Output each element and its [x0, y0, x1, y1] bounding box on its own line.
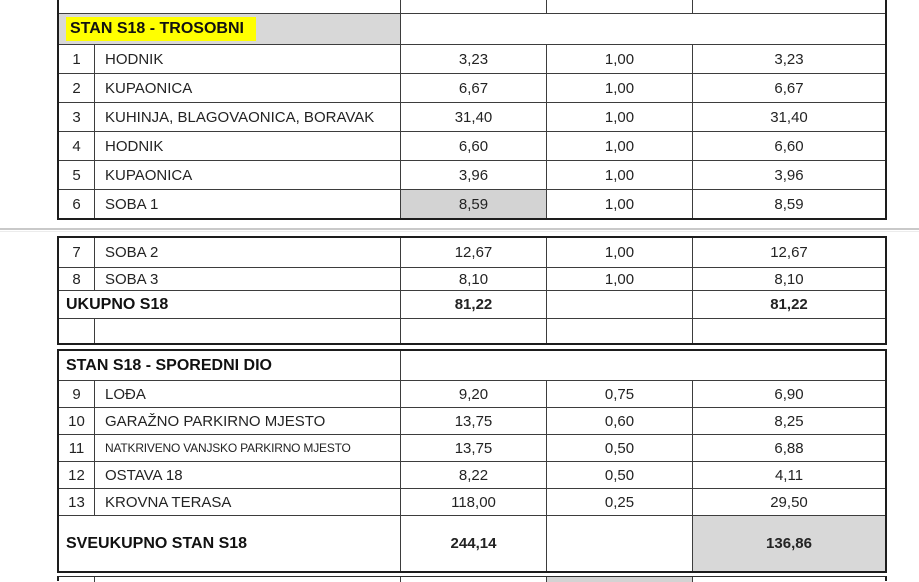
- table-row: [59, 160, 885, 189]
- room-name: KUHINJA, BLAGOVAONICA, BORAVAK: [94, 103, 400, 131]
- total-value: 6,88: [692, 435, 885, 461]
- area-value: 3,23: [400, 45, 546, 73]
- row-number: 6: [72, 195, 81, 213]
- cell-partial: [59, 0, 400, 13]
- section-title-highlight: STAN S18 - TROSOBNI: [66, 17, 256, 40]
- area-value-shaded: 8,59: [400, 190, 546, 218]
- coef-value: 1,00: [546, 74, 692, 102]
- cell-partial: [400, 0, 546, 13]
- coef-value: 0,50: [546, 462, 692, 488]
- table-fragment-bottom-partial: [57, 576, 887, 581]
- row-number: 2: [72, 79, 81, 97]
- area-value: 31,40: [400, 103, 546, 131]
- row-number: 5: [72, 166, 81, 184]
- subtotal-coef: [546, 291, 692, 318]
- section-header-sporedni: [59, 351, 885, 380]
- room-name: LOĐA: [94, 381, 400, 407]
- page-break-line: [0, 228, 919, 230]
- area-value: 13,75: [400, 435, 546, 461]
- area-value: 3,96: [400, 161, 546, 189]
- row-number: 1: [72, 50, 81, 68]
- coef-value: 0,60: [546, 408, 692, 434]
- cell-partial: [546, 0, 692, 13]
- coef-value: 1,00: [546, 268, 692, 290]
- table-row: [59, 73, 885, 102]
- empty-cell: [546, 319, 692, 343]
- area-value: 8,22: [400, 462, 546, 488]
- total-value: 29,50: [692, 489, 885, 515]
- total-value: 6,60: [692, 132, 885, 160]
- coef-value: 1,00: [546, 190, 692, 218]
- section-title-cell: STAN S18 - SPOREDNI DIO: [66, 356, 272, 374]
- area-value: 6,60: [400, 132, 546, 160]
- coef-value: 1,00: [546, 238, 692, 267]
- row-number: 13: [68, 493, 85, 511]
- table-row: [59, 238, 885, 267]
- coef-value: 0,75: [546, 381, 692, 407]
- table-row: [59, 102, 885, 131]
- table-row: [59, 461, 885, 488]
- row-number: 9: [72, 385, 81, 403]
- grand-total-row: [59, 515, 885, 571]
- total-value: 8,25: [692, 408, 885, 434]
- table-row-partial: [59, 0, 885, 13]
- row-number: 10: [68, 412, 85, 430]
- room-name: KROVNA TERASA: [94, 489, 400, 515]
- coef-value: 1,00: [546, 45, 692, 73]
- room-name: HODNIK: [94, 45, 400, 73]
- room-name: OSTAVA 18: [94, 462, 400, 488]
- row-number: 11: [68, 439, 85, 457]
- table-fragment-middle: [57, 236, 887, 345]
- coef-value: 1,00: [546, 103, 692, 131]
- room-name: KUPAONICA: [94, 161, 400, 189]
- room-name: GARAŽNO PARKIRNO MJESTO: [94, 408, 400, 434]
- coef-value: 1,00: [546, 161, 692, 189]
- total-value: 8,59: [692, 190, 885, 218]
- table-fragment-top: [57, 0, 887, 220]
- table-row: [59, 44, 885, 73]
- subtotal-area: 81,22: [400, 291, 546, 318]
- total-value: 3,96: [692, 161, 885, 189]
- section-header-trosobni: [59, 13, 885, 44]
- room-name: HODNIK: [94, 132, 400, 160]
- cell-partial-shaded: [546, 577, 692, 582]
- coef-value: 0,50: [546, 435, 692, 461]
- table-row: [59, 131, 885, 160]
- subtotal-label: UKUPNO S18: [66, 295, 169, 313]
- grand-total-coef: [546, 516, 692, 571]
- total-value: 12,67: [692, 238, 885, 267]
- cell-partial: [59, 577, 94, 582]
- grand-total-area: 244,14: [400, 516, 546, 571]
- area-value: 9,20: [400, 381, 546, 407]
- page-break-shadow: [0, 231, 919, 232]
- cell-partial: [692, 0, 885, 13]
- total-value: 31,40: [692, 103, 885, 131]
- total-value: 4,11: [692, 462, 885, 488]
- area-value: 12,67: [400, 238, 546, 267]
- total-value: 3,23: [692, 45, 885, 73]
- table-row: [59, 189, 885, 218]
- room-name: NATKRIVENO VANJSKO PARKIRNO MJESTO: [94, 435, 400, 461]
- coef-value: 1,00: [546, 132, 692, 160]
- table-row: [59, 407, 885, 434]
- room-name: SOBA 3: [94, 268, 400, 290]
- coef-value: 0,25: [546, 489, 692, 515]
- row-number: 7: [72, 244, 81, 261]
- empty-cell: [692, 319, 885, 343]
- area-value: 8,10: [400, 268, 546, 290]
- row-number: 4: [72, 137, 81, 155]
- cell-partial: [94, 577, 400, 582]
- total-value: 8,10: [692, 268, 885, 290]
- section-header-empty-cell: [400, 14, 885, 44]
- area-value: 6,67: [400, 74, 546, 102]
- empty-row: [59, 318, 885, 343]
- cell-partial: [400, 577, 546, 582]
- section-title-cell: [59, 14, 400, 44]
- room-name: SOBA 2: [94, 238, 400, 267]
- total-value: 6,67: [692, 74, 885, 102]
- subtotal-row: [59, 290, 885, 318]
- empty-cell: [400, 319, 546, 343]
- grand-total-value-shaded: 136,86: [692, 516, 885, 571]
- table-row-partial: [59, 577, 885, 582]
- row-number: 8: [72, 270, 81, 288]
- cell-partial: [692, 577, 885, 582]
- table-row: [59, 267, 885, 290]
- row-number: 12: [68, 466, 85, 484]
- empty-cell: [59, 319, 94, 343]
- empty-cell: [94, 319, 400, 343]
- row-number: 3: [72, 108, 81, 126]
- section-header-empty-cell: [400, 351, 885, 380]
- table-row: [59, 434, 885, 461]
- table-fragment-bottom: [57, 349, 887, 573]
- room-name: KUPAONICA: [94, 74, 400, 102]
- room-name: SOBA 1: [94, 190, 400, 218]
- area-value: 118,00: [400, 489, 546, 515]
- total-value: 6,90: [692, 381, 885, 407]
- grand-total-label: SVEUKUPNO STAN S18: [66, 534, 248, 552]
- subtotal-total: 81,22: [692, 291, 885, 318]
- table-row: [59, 488, 885, 515]
- table-row: [59, 380, 885, 407]
- area-value: 13,75: [400, 408, 546, 434]
